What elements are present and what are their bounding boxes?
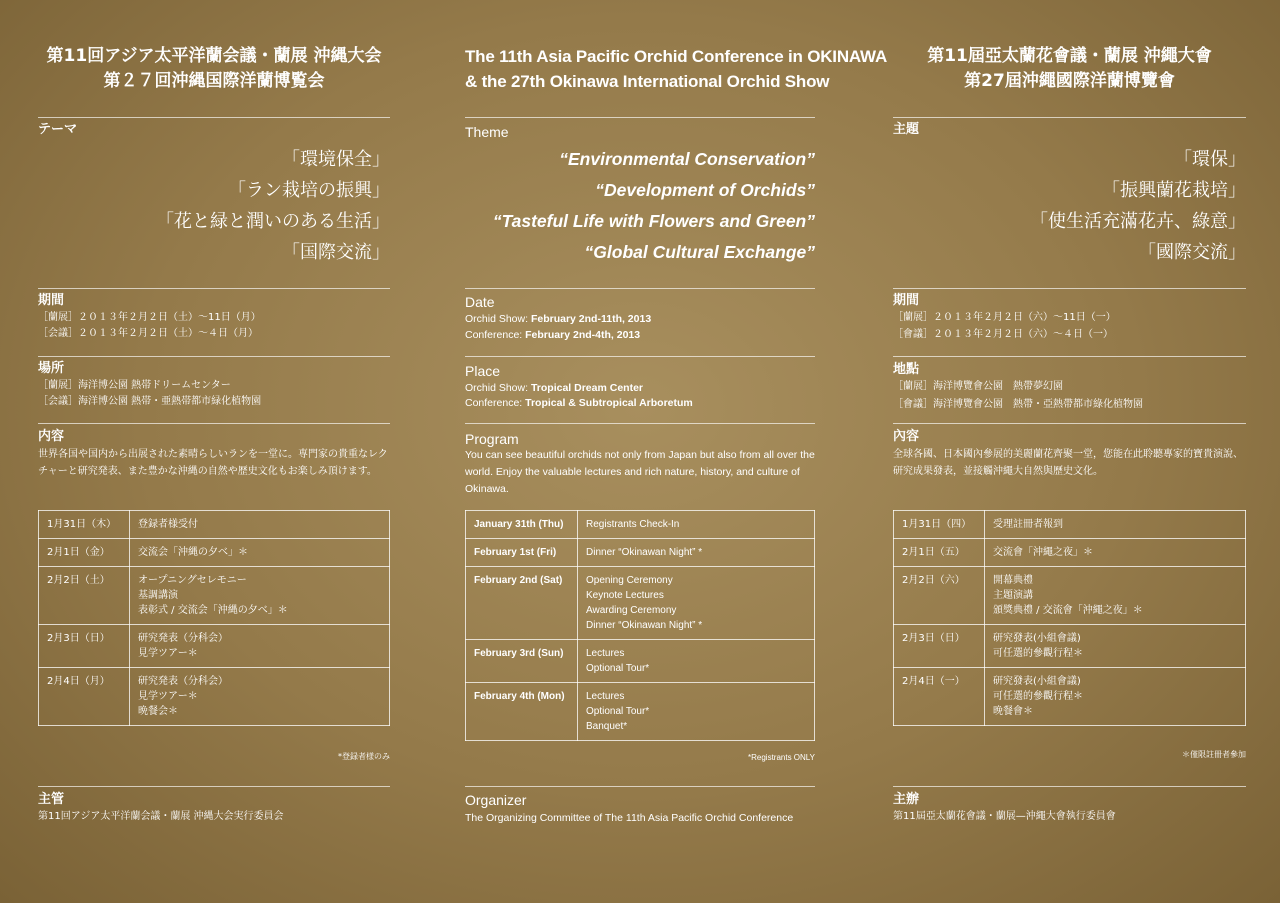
schedule-date: February 3rd (Sun) (466, 640, 578, 683)
schedule-date: 2月2日（六） (894, 567, 985, 625)
en-footnote: *Registrants ONLY (748, 753, 815, 762)
schedule-date: 2月4日（月） (39, 668, 130, 726)
table-row (894, 567, 1246, 625)
zh-divider (893, 117, 1246, 118)
table-row (466, 511, 815, 539)
ja-program-text: 世界各国や国内から出展された素晴らしいランを一堂に。専門家の貴重なレクチャーと研究発表、また豊かな沖縄の自然や歴史文化もお楽しみ頂けます。 (38, 449, 388, 477)
ja-footnote: *登録者様のみ (338, 752, 390, 761)
schedule-events: 研究発表（分科会） 見学ツアー＊ (130, 625, 390, 668)
zh-title: 第11屆亞太蘭花會議・蘭展 沖繩大會 第27屆沖繩國際洋蘭博覽會 (927, 46, 1212, 91)
table-row (894, 511, 1246, 539)
table-row (39, 539, 390, 567)
en-divider (465, 786, 815, 787)
zh-place-line: ［蘭展］海洋博覽會公園 熱帶夢幻園 (893, 381, 1063, 392)
en-program-heading: Program (465, 431, 519, 447)
schedule-events: Dinner “Okinawan Night” * (578, 539, 815, 567)
schedule-date: January 31th (Thu) (466, 511, 578, 539)
ja-theme-list: 「環境保全」 「ラン栽培の振興」 「花と緑と潤いのある生活」 「国際交流」 (156, 149, 390, 263)
schedule-events: 受理註冊者報到 (985, 511, 1246, 539)
table-row (39, 567, 390, 625)
schedule-events: 登録者様受付 (130, 511, 390, 539)
zh-program-text: 全球各國、日本國內參展的美麗蘭花齊聚一堂，您能在此聆聽專家的寶貴演說、研究成果發表，並接觸沖繩大自然與歷史文化。 (893, 449, 1243, 477)
japanese-column (38, 0, 390, 903)
en-schedule-table (465, 510, 815, 741)
table-row (894, 539, 1246, 567)
ja-place-line: ［会議］海洋博公園 熱帯・亜熱帯都市緑化植物園 (38, 396, 262, 407)
zh-theme-heading: 主題 (893, 122, 920, 137)
ja-divider (38, 786, 390, 787)
schedule-events: Lectures Optional Tour* (578, 640, 815, 683)
ja-divider (38, 117, 390, 118)
schedule-date: 1月31日（木） (39, 511, 130, 539)
table-row (894, 625, 1246, 668)
table-row (894, 668, 1246, 726)
schedule-date: 2月1日（金） (39, 539, 130, 567)
ja-organizer-heading: 主管 (38, 792, 65, 807)
en-date-heading: Date (465, 294, 495, 310)
ja-date-line: ［会議］２０１３年２月２日（土）〜４日（月） (38, 328, 258, 339)
en-date-line: Orchid Show: February 2nd-11th, 2013 (465, 313, 652, 325)
zh-organizer-text: 第11屆亞太蘭花會議・蘭展—沖繩大會執行委員會 (893, 811, 1116, 822)
zh-divider (893, 356, 1246, 357)
ja-date-line: ［蘭展］２０１３年２月２日（土）〜11日（月） (38, 312, 261, 323)
zh-place-heading: 地點 (893, 362, 920, 377)
ja-place-line: ［蘭展］海洋博公園 熱帯ドリームセンター (38, 380, 231, 391)
ja-program-heading: 内容 (38, 429, 65, 444)
zh-theme-list: 「環保」 「振興蘭花栽培」 「使生活充滿花卉、綠意」 「國際交流」 (1030, 149, 1246, 263)
en-place-heading: Place (465, 363, 501, 379)
zh-divider (893, 786, 1246, 787)
zh-organizer-heading: 主辦 (893, 792, 920, 807)
zh-place-line: ［會議］海洋博覽會公園 熱帶・亞熱帶都市綠化植物園 (893, 399, 1143, 410)
table-row (466, 640, 815, 683)
en-place-line: Orchid Show: Tropical Dream Center (465, 382, 643, 394)
ja-schedule-table (38, 510, 390, 726)
schedule-date: 2月3日（日） (894, 625, 985, 668)
table-row (466, 539, 815, 567)
en-title: The 11th Asia Pacific Orchid Conference in OKINAWA & the 27th Okinawa International Orchid Show (465, 47, 888, 91)
en-place-line: Conference: Tropical & Subtropical Arboretum (465, 397, 693, 409)
schedule-events: 研究發表(小組會議) 可任選的參觀行程＊ 晚餐會＊ (985, 668, 1246, 726)
zh-date-heading: 期間 (893, 293, 920, 308)
en-divider (465, 423, 815, 424)
en-divider (465, 117, 815, 118)
schedule-events: 交流会「沖縄の夕べ」＊ (130, 539, 390, 567)
schedule-events: 開幕典禮 主題演講 頒獎典禮 / 交流會「沖繩之夜」＊ (985, 567, 1246, 625)
table-row (466, 683, 815, 741)
zh-date-line: ［會議］２０１３年２月２日（六）〜４日（一） (893, 329, 1113, 340)
ja-organizer-text: 第11回アジア太平洋蘭会議・蘭展 沖縄大会実行委員会 (38, 811, 284, 822)
zh-schedule-table (893, 510, 1246, 726)
table-row (39, 625, 390, 668)
schedule-events: 研究発表（分科会） 見学ツアー＊ 晩餐会＊ (130, 668, 390, 726)
chinese-column (893, 0, 1246, 903)
en-divider (465, 288, 815, 289)
schedule-events: 交流會「沖繩之夜」＊ (985, 539, 1246, 567)
ja-theme-heading: テーマ (38, 122, 78, 137)
en-divider (465, 356, 815, 357)
ja-divider (38, 288, 390, 289)
schedule-date: February 4th (Mon) (466, 683, 578, 741)
ja-title: 第11回アジア太平洋蘭会議・蘭展 沖縄大会 第２７回沖縄国際洋蘭博覧会 (46, 46, 382, 91)
schedule-date: 1月31日（四） (894, 511, 985, 539)
schedule-date: 2月2日（土） (39, 567, 130, 625)
table-row (466, 567, 815, 640)
zh-date-line: ［蘭展］２０１３年２月２日（六）〜11日（一） (893, 312, 1116, 323)
schedule-events: 研究發表(小組會議) 可任選的參觀行程＊ (985, 625, 1246, 668)
schedule-events: オープニングセレモニー 基調講演 表彰式 / 交流会「沖縄の夕べ」＊ (130, 567, 390, 625)
en-theme-heading: Theme (465, 124, 509, 140)
english-column (465, 0, 888, 903)
en-theme-list: “Environmental Conservation” “Development of Orchids” “Tasteful Life with Flowers and Green” “Global Cultural Exchange” (492, 149, 815, 262)
table-row (39, 668, 390, 726)
en-program-text: You can see beautiful orchids not only from Japan but also from all over the world. Enjoy the valuable lectures and rich nature, history, and culture of Okinawa. (465, 449, 815, 495)
schedule-date: 2月3日（日） (39, 625, 130, 668)
ja-divider (38, 423, 390, 424)
schedule-events: Opening Ceremony Keynote Lectures Awarding Ceremony Dinner “Okinawan Night” * (578, 567, 815, 640)
schedule-events: Registrants Check-In (578, 511, 815, 539)
schedule-date: February 2nd (Sat) (466, 567, 578, 640)
en-date-line: Conference: February 2nd-4th, 2013 (465, 329, 641, 341)
en-organizer-heading: Organizer (465, 792, 527, 808)
en-organizer-text: The Organizing Committee of The 11th Asia Pacific Orchid Conference (465, 812, 794, 824)
zh-program-heading: 內容 (893, 429, 920, 444)
zh-divider (893, 288, 1246, 289)
zh-divider (893, 423, 1246, 424)
schedule-date: 2月1日（五） (894, 539, 985, 567)
zh-footnote: ＊僅限註冊者參加 (1182, 750, 1246, 759)
table-row (39, 511, 390, 539)
ja-date-heading: 期間 (38, 293, 65, 308)
schedule-events: Lectures Optional Tour* Banquet* (578, 683, 815, 741)
schedule-date: February 1st (Fri) (466, 539, 578, 567)
ja-place-heading: 場所 (38, 361, 65, 376)
ja-divider (38, 356, 390, 357)
schedule-date: 2月4日（一） (894, 668, 985, 726)
